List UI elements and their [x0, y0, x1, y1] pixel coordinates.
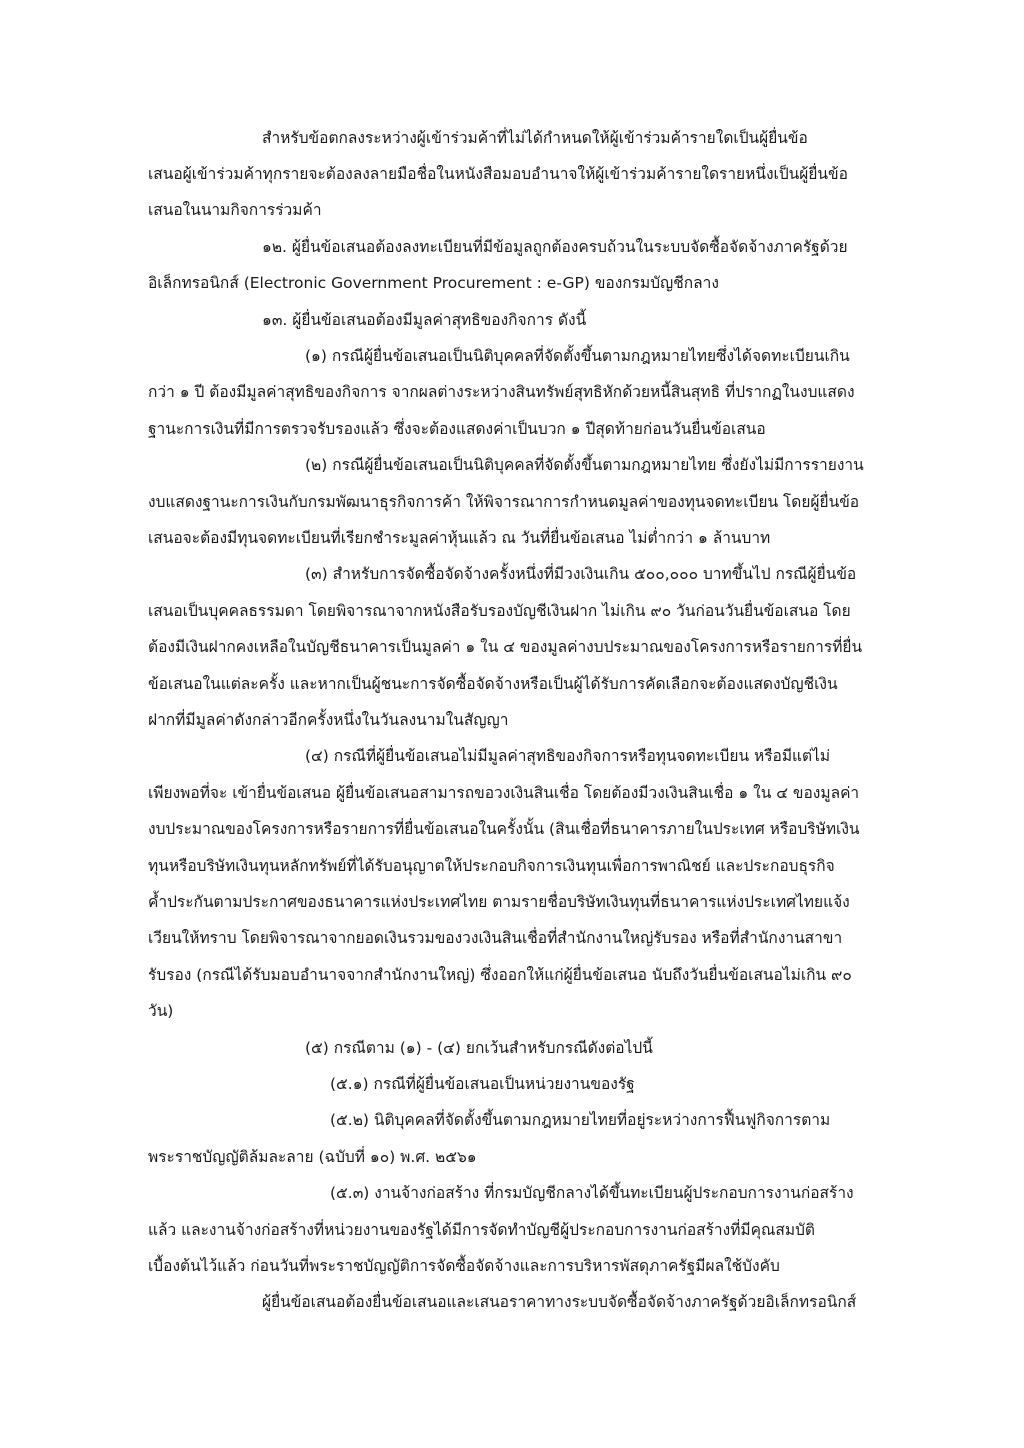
- text-line: (๕.๓) งานจ้างก่อสร้าง ที่กรมบัญชีกลางได้ขึ้นทะเบียนผู้ประกอบการงานก่อสร้าง: [330, 1184, 854, 1202]
- text-line: เสนอเป็นบุคคลธรรมดา โดยพิจารณาจากหนังสือรับรองบัญชีเงินฝาก ไม่เกิน ๙๐ วันก่อนวันยื่นข้อเสนอ โดย: [148, 602, 851, 620]
- text-line: ๑๓. ผู้ยื่นข้อเสนอต้องมีมูลค่าสุทธิของกิจการ ดังนี้: [262, 311, 587, 329]
- text-line: รับรอง (กรณีได้รับมอบอำนาจจากสำนักงานใหญ่) ซึ่งออกให้แก่ผู้ยื่นข้อเสนอ นับถึงวันยื่นข้อเสนอไม่เกิน ๙๐: [148, 966, 852, 984]
- text-line: งบประมาณของโครงการหรือรายการที่ยื่นข้อเสนอในครั้งนั้น (สินเชื่อที่ธนาคารภายในประเทศ หรือบริษัทเงิน: [148, 820, 860, 838]
- text-line: ฝากที่มีมูลค่าดังกล่าวอีกครั้งหนึ่งในวันลงนามในสัญญา: [148, 711, 509, 729]
- text-line: (๔) กรณีที่ผู้ยื่นข้อเสนอไม่มีมูลค่าสุทธิของกิจการหรือทุนจดทะเบียน หรือมีแต่ไม่: [305, 747, 831, 765]
- text-line: เวียนให้ทราบ โดยพิจารณาจากยอดเงินรวมของวงเงินสินเชื่อที่สำนักงานใหญ่รับรอง หรือที่สำนักงานสาขา: [148, 929, 843, 947]
- text-line: เพียงพอที่จะ เข้ายื่นข้อเสนอ ผู้ยื่นข้อเสนอสามารถขอวงเงินสินเชื่อ โดยต้องมีวงเงินสินเชื่อ ๑ ใน ๔ ของมูลค่า: [148, 784, 860, 802]
- text-line: แล้ว และงานจ้างก่อสร้างที่หน่วยงานของรัฐได้มีการจัดทำบัญชีผู้ประกอบการงานก่อสร้างที่มีคุณสมบัติ: [148, 1221, 815, 1239]
- text-line: ข้อเสนอในแต่ละครั้ง และหากเป็นผู้ชนะการจัดซื้อจัดจ้างหรือเป็นผู้ได้รับการคัดเลือกจะต้องแสดงบัญชีเงิน: [148, 675, 838, 693]
- text-line: (๕.๒) นิติบุคคลที่จัดตั้งขึ้นตามกฎหมายไทยที่อยู่ระหว่างการฟื้นฟูกิจการตาม: [330, 1111, 831, 1129]
- text-line: ผู้ยื่นข้อเสนอต้องยื่นข้อเสนอและเสนอราคาทางระบบจัดซื้อจัดจ้างภาครัฐด้วยอิเล็กทรอนิกส์: [262, 1293, 857, 1311]
- text-line: (๑) กรณีผู้ยื่นข้อเสนอเป็นนิติบุคคลที่จัดตั้งขึ้นตามกฎหมายไทยซึ่งได้จดทะเบียนเกิน: [305, 347, 850, 365]
- text-line: สำหรับข้อตกลงระหว่างผู้เข้าร่วมค้าที่ไม่ได้กำหนดให้ผู้เข้าร่วมค้ารายใดเป็นผู้ยื่นข้อ: [262, 129, 808, 147]
- text-line: ๑๒. ผู้ยื่นข้อเสนอต้องลงทะเบียนที่มีข้อมูลถูกต้องครบถ้วนในระบบจัดซื้อจัดจ้างภาครัฐด้วย: [262, 238, 848, 256]
- text-line: งบแสดงฐานะการเงินกับกรมพัฒนาธุรกิจการค้า ให้พิจารณาการกำหนดมูลค่าของทุนจดทะเบียน โดยผู้ยื่นข้อ: [148, 493, 860, 511]
- text-line: (๓) สำหรับการจัดซื้อจัดจ้างครั้งหนึ่งที่มีวงเงินเกิน ๕๐๐,๐๐๐ บาทขึ้นไป กรณีผู้ยื่นข้อ: [305, 565, 857, 583]
- text-line: ค้ำประกันตามประกาศของธนาคารแห่งประเทศไทย ตามรายชื่อบริษัทเงินทุนที่ธนาคารแห่งประเทศไทยแจ้ง: [148, 893, 850, 911]
- text-line: อิเล็กทรอนิกส์ (Electronic Government Procurement : e-GP) ของกรมบัญชีกลาง: [148, 274, 719, 292]
- text-line: ต้องมีเงินฝากคงเหลือในบัญชีธนาคารเป็นมูลค่า ๑ ใน ๔ ของมูลค่างบประมาณของโครงการหรือรายการที่ยื่น: [148, 638, 863, 656]
- text-line: ฐานะการเงินที่มีการตรวจรับรองแล้ว ซึ่งจะต้องแสดงค่าเป็นบวก ๑ ปีสุดท้ายก่อนวันยื่นข้อเสนอ: [148, 420, 766, 438]
- text-line: เสนอจะต้องมีทุนจดทะเบียนที่เรียกชำระมูลค่าหุ้นแล้ว ณ วันที่ยื่นข้อเสนอ ไม่ต่ำกว่า ๑ ล้านบาท: [148, 529, 771, 547]
- text-line: (๕.๑) กรณีที่ผู้ยื่นข้อเสนอเป็นหน่วยงานของรัฐ: [330, 1075, 635, 1093]
- text-line: ทุนหรือบริษัทเงินทุนหลักทรัพย์ที่ได้รับอนุญาตให้ประกอบกิจการเงินทุนเพื่อการพาณิชย์ และประกอบธุรกิจ: [148, 857, 835, 875]
- text-line: เสนอในนามกิจการร่วมค้า: [148, 201, 322, 219]
- text-line: เสนอผู้เข้าร่วมค้าทุกรายจะต้องลงลายมือชื่อในหนังสือมอบอำนาจให้ผู้เข้าร่วมค้ารายใดรายหนึ่งเป็นผู้ยื่นข้อ: [148, 165, 848, 183]
- text-line: เบื้องต้นไว้แล้ว ก่อนวันที่พระราชบัญญัติการจัดซื้อจัดจ้างและการบริหารพัสดุภาครัฐมีผลใช้บังคับ: [148, 1257, 780, 1275]
- text-line: (๒) กรณีผู้ยื่นข้อเสนอเป็นนิติบุคคลที่จัดตั้งขึ้นตามกฎหมายไทย ซึ่งยังไม่มีการรายงาน: [305, 456, 864, 474]
- text-line: วัน): [148, 1002, 174, 1020]
- text-line: พระราชบัญญัติล้มละลาย (ฉบับที่ ๑๐) พ.ศ. ๒๕๖๑: [148, 1148, 477, 1166]
- text-line: กว่า ๑ ปี ต้องมีมูลค่าสุทธิของกิจการ จากผลต่างระหว่างสินทรัพย์สุทธิหักด้วยหนี้สินสุทธิ ที่ปรากฏในงบแสดง: [148, 383, 855, 401]
- text-line: (๕) กรณีตาม (๑) - (๔) ยกเว้นสำหรับกรณีดังต่อไปนี้: [305, 1039, 653, 1057]
